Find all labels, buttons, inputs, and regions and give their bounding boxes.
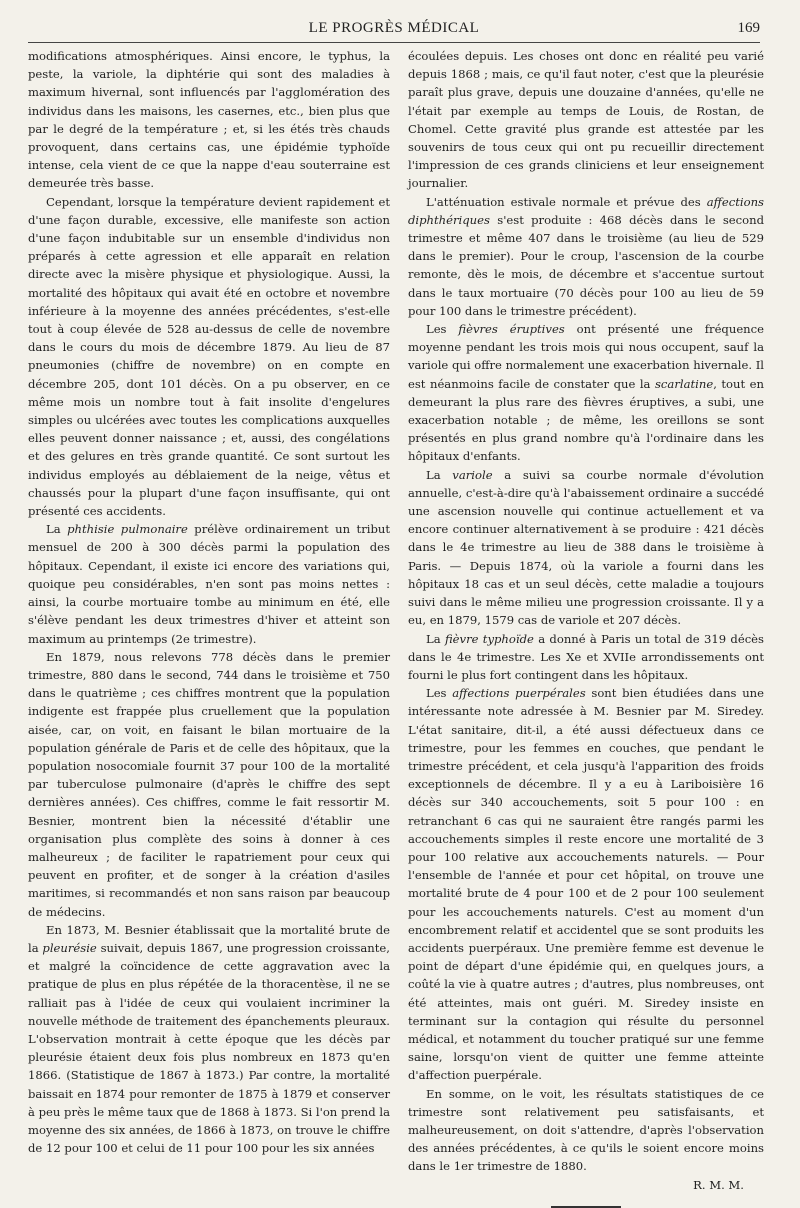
- page-header: [28, 20, 760, 43]
- text-run: sont bien étudiées dans une intéressante note adressée à M. Besnier par M. Siredey. L'état sanitaire, dit-il, a été aussi défectueux dans ce trimestre, pour les femmes en couches, que pendant le trimestre précédent, et cela jusqu'à l'apparition des froids exceptionnels de décembre. Il y a eu à Lariboisière 16 décès sur 340 accouchements, soit 5 pour 100 : en retranchant 6 cas qui ne sauraient être rangés parmi les accouchements simples il reste encore une mortalité de 3 pour 100 relative aux accouchements naturels. — Pour l'ensemble de l'année et pour cet hôpital, on trouve une mortalité brute de 4 pour 100 et de 2 pour 100 seulement pour les accouchements naturels. C'est au moment d'un encombrement relatif et accidentel que se sont produits les accidents puerpéraux. Une première femme est devenue le point de départ d'une épidémie qui, en quelques jours, a coûté la vie à quatre autres ; d'autres, plus nombreuses, ont été atteintes, mais ont guéri. M. Siredey insiste en terminant sur la contagion qui résulte du personnel médical, et notamment du toucher pratiqué sur une femme saine, lorsqu'on vient de quitter une femme atteinte d'affection puerpérale.: [408, 686, 764, 1083]
- paragraph: [28, 921, 390, 1158]
- signature: R. M. M.: [693, 1177, 744, 1192]
- paragraph: [408, 193, 764, 320]
- paragraph: [408, 320, 764, 466]
- italic-term: scarlatine: [654, 376, 714, 391]
- paragraph: écoulées depuis. Les choses ont donc en réalité peu varié depuis 1868 ; mais, ce qu'il faut noter, c'est que la pleurésie paraît plus grave, depuis une douzaine d'années, qu'elle ne l'était par exemple au temps de Louis, de Rostan, de Chomel. Cette gravité plus grande est attestée par les souvenirs de tous ceux qui ont pu recueillir directement l'impression de ces grands cliniciens et leur enseignement journalier.: [408, 49, 764, 191]
- running-title: LE PROGRÈS MÉDICAL: [308, 20, 480, 36]
- text-run: s'est produite : 468 décès dans le second trimestre et même 407 dans le troisième (au lieu de 529 dans le premier). Pour le croup, l'ascension de la courbe remonte, dès le mois, de décembre et s'accentue surtout dans le taux mortuaire (70 décès pour 100 au lieu de 59 pour 100 dans le trimestre précédent).: [408, 212, 764, 318]
- text-run: La: [426, 631, 445, 646]
- text-run: , tout en demeurant la plus rare des fièvres éruptives, a subi, une exacerbation notable ; de même, les oreillons se sont présentés en plus grand nombre qu'à l'ordinaire dans les hôpitaux d'enfants.: [408, 376, 764, 464]
- italic-term: fièvres éruptives: [458, 322, 565, 337]
- text-run: Les: [426, 322, 459, 337]
- text-run: a suivi sa courbe normale d'évolution annuelle, c'est-à-dire qu'à l'abaissement ordinaire a succédé une ascension nouvelle qui continue actuellement et va encore continuer alternativement à se produire : 421 décès dans le 4e trimestre au lieu de 388 dans le troisième à Paris. — Depuis 1874, où la variole a fourni dans les hôpitaux 18 cas et un seul décès, cette maladie a toujours suivi dans le même milieu une progression croissante. Il y a eu, en 1879, 1579 cas de variole et 207 décès.: [408, 467, 764, 628]
- italic-term: phthisie pulmonaire: [67, 522, 188, 537]
- italic-term: affections puerpérales: [452, 686, 586, 701]
- text-run: ont présenté une fréquence moyenne pendant les trois mois qui nous occupent, sauf la variole qui offre normalement une exacerbation hivernale. Il est néanmoins facile de constater que la: [408, 322, 765, 391]
- italic-term: variole: [452, 467, 493, 482]
- text-run: L'atténuation estivale normale et prévue des: [426, 194, 707, 209]
- text-run: La: [46, 522, 68, 537]
- left-column: [28, 47, 390, 1156]
- italic-term: affections diphthériques: [408, 194, 764, 227]
- paragraph: En somme, on le voit, les résultats statistiques de ce trimestre sont relativement peu satisfaisants, et malheureusement, on doit s'attendre, d'après l'observation des années précédentes, à ce qu'ils le soient encore moins dans le 1er trimestre de 1880.: [408, 1086, 764, 1174]
- text-run: prélève ordinairement un tribut mensuel de 200 à 300 décès parmi la population des hôpitaux. Cependant, il existe ici encore des variations qui, quoique peu considérables, n'en sont pas moins nettes : ainsi, la courbe mortuaire tombe au minimum en été, elle s'élève pendant les deux trimestres d'hiver et atteint son maximum au printemps (2e trimestre).: [28, 522, 390, 646]
- text-run: Les: [426, 686, 453, 701]
- italic-term: pleurésie: [42, 940, 97, 955]
- end-rule: [551, 1206, 621, 1208]
- paragraph: [28, 520, 390, 647]
- paragraph: Cependant, lorsque la température devient rapidement et d'une façon durable, excessive, elle manifeste son action d'une façon indubitable sur un ensemble d'individus non préparés à cette agression et elle apparaît en relation directe avec la misère physique et physiologique. Aussi, la mortalité des hôpitaux qui avait été en octobre et novembre inférieure à la moyenne des années précédentes, s'est-elle tout à coup élevée de 528 au-dessus de celle de novembre dans le cours du mois de décembre 1879. Au lieu de 87 pneumonies (chiffre de novembre) on en compte en décembre 205, dont 101 décès. On a pu observer, en ce même mois un nombre tout à fait insolite d'engelures simples ou ulcérées avec toutes les complications auxquelles elles peuvent donner naissance ; et, aussi, des congélations et des gelures en très grande quantité. Ce sont surtout les individus employés au déblaiement de la neige, vêtus et chaussés pour la plupart d'une façon insuffisante, qui ont présenté ces accidents.: [28, 194, 390, 519]
- text-run: La: [426, 467, 453, 482]
- paragraph: [408, 630, 764, 685]
- right-column: [408, 47, 765, 1192]
- text-run: suivait, depuis 1867, une progression croissante, et malgré la coïncidence de cette aggravation avec la pratique de plus en plus répétée de la thoracentèse, il ne se ralliait pas à l'idée de ceux qui voulaient incriminer la nouvelle méthode de traitement des épanchements pleuraux. L'observation montrait à cette époque que les décès par pleurésie étaient deux fois plus nombreux en 1873 qu'en 1866. (Statistique de 1867 à 1873.) Par contre, la mortalité baissait en 1874 pour remonter de 1875 à 1879 et conserver à peu près le même taux que de 1868 à 1873. Si l'on prend la moyenne des six années, de 1866 à 1873, on trouve le chiffre de 12 pour 100 et celui de 11 pour 100 pour les six années: [28, 940, 390, 1156]
- page-number: 169: [737, 20, 760, 36]
- text-run: En 1873, M. Besnier établissait que la mortalité brute de la: [28, 922, 390, 955]
- text-run: a donné à Paris un total de 319 décès dans le 4e trimestre. Les Xe et XVIIe arrondissements ont fourni le plus fort contingent dans les hôpitaux.: [408, 631, 764, 682]
- paragraph: En 1879, nous relevons 778 décès dans le premier trimestre, 880 dans le second, 744 dans le troisième et 750 dans le quatrième ; ces chiffres montrent que la population indigente est frappée plus cruellement que la population aisée, car, on voit, en faisant le bilan mortuaire de la population générale de Paris et de celle des hôpitaux, que la population nosocomiale fournit 37 pour 100 de la mortalité par tuberculose pulmonaire (d'après le chiffre des sept dernières années). Ces chiffres, comme le fait ressortir M. Besnier, montrent bien la nécessité d'établir une organisation plus complète des soins à donner à ces malheureux ; de faciliter le rapatriement pour ceux qui peuvent en profiter, et de songer à la création d'asiles maritimes, si recommandés et non sans raison par beaucoup de médecins.: [28, 649, 390, 919]
- paragraph: modifications atmosphériques. Ainsi encore, le typhus, la peste, la variole, la diphtérie qui sont des maladies à maximum hivernal, sont influencés par l'agglomération des individus dans les maisons, les casernes, etc., bien plus que par le degré de la température ; et, si les étés très chauds provoquent, dans certains cas, une épidémie typhoïde intense, cela vient de ce que la nappe d'eau souterraine est demeurée très basse.: [28, 49, 390, 191]
- paragraph: [408, 684, 764, 1084]
- italic-term: fièvre typhoïde: [444, 631, 534, 646]
- paragraph: [408, 466, 764, 630]
